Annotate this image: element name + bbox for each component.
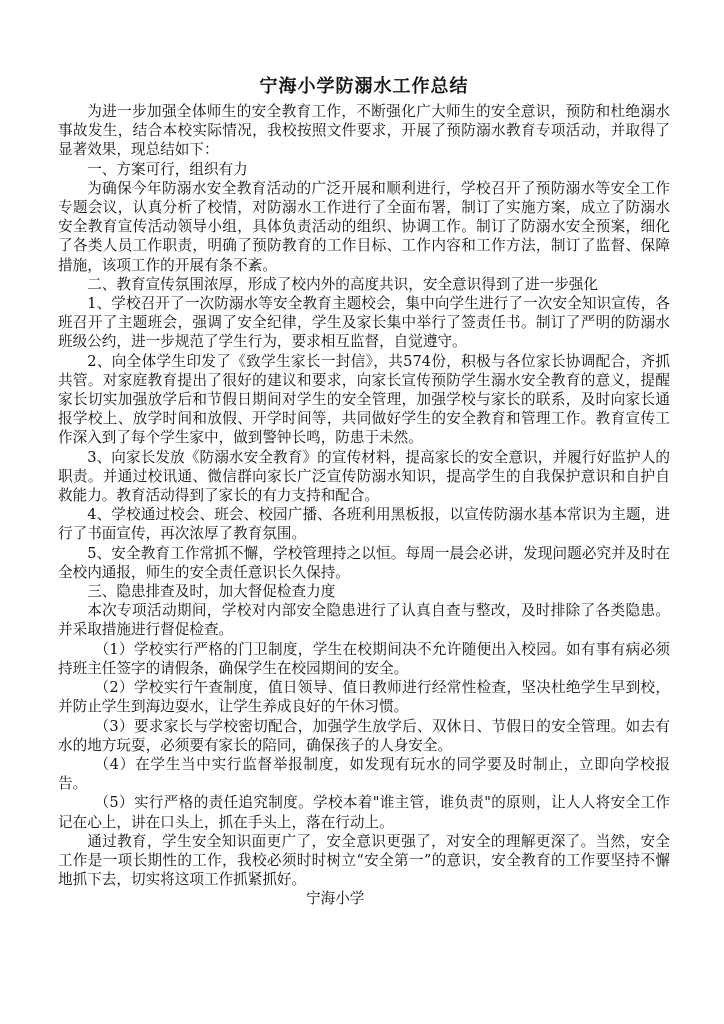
signature: 宁海小学 bbox=[306, 890, 365, 908]
section-heading-2: 二、教育宣传氛围浓厚，形成了校内外的高度共识，安全意识得到了进一步强化 bbox=[87, 275, 598, 293]
document-title: 宁海小学防溺水工作总结 bbox=[259, 76, 469, 97]
section-heading-1: 一、方案可行，组织有力 bbox=[87, 160, 248, 178]
section-1-paragraph: 为确保今年防溺水安全教育活动的广泛开展和顺利进行，学校召开了预防溺水等安全工作专题会议，认真分析了校情，对防溺水工作进行了全面布署，制订了实施方案，成立了防溺水安全教育宣传活动领导小组，具体负责活动的组织、协调工作。制订了防溺水安全预案，细化了各类人员工作职责，明确了预防教育的工作目标、工作内容和工作方法，制订了监督、保障措施，该项工作的开展有条不紊。 bbox=[58, 179, 670, 274]
section-2-item-5: 5、安全教育工作常抓不懈，学校管理持之以恒。每周一晨会必讲，发现问题必究并及时在全校内通报，师生的安全责任意识长久保持。 bbox=[58, 544, 670, 581]
section-2-item-4: 4、学校通过校会、班会、校园广播、各班利用黑板报，以宣传防溺水基本常识为主题，进行了书面宣传，再次浓厚了教育氛围。 bbox=[58, 506, 670, 543]
section-heading-3: 三、隐患排查及时，加大督促检查力度 bbox=[87, 583, 336, 601]
section-3-item-3: （3）要求家长与学校密切配合，加强学生放学后、双休日、节假日的安全管理。如去有水的地方玩耍，必须要有家长的陪同，确保孩子的人身安全。 bbox=[58, 717, 670, 754]
section-3-item-2: （2）学校实行午查制度，值日领导、值日教师进行经常性检查，坚决杜绝学生早到校，并防止学生到海边耍水，让学生养成良好的午休习惯。 bbox=[58, 679, 670, 716]
conclusion-paragraph: 通过教育，学生安全知识面更广了，安全意识更强了，对安全的理解更深了。当然，安全工作是一项长期性的工作，我校必须时时树立“安全第一”的意识，安全教育的工作要坚持不懈地抓下去，切实将这项工作抓紧抓好。 bbox=[58, 832, 670, 889]
section-3-paragraph: 本次专项活动期间，学校对内部安全隐患进行了认真自查与整改，及时排除了各类隐患。并采取措施进行督促检查。 bbox=[58, 602, 670, 639]
section-2-item-2: 2、向全体学生印发了《致学生家长一封信》，共574份，积极与各位家长协调配合，齐抓共管。对家庭教育提出了很好的建议和要求，向家长宣传预防学生溺水安全教育的意义，提醒家长切实加强放学后和节假日期间对学生的安全管理，加强学校与家长的联系，及时向家长通报学校上、放学时间和放假、开学时间等，共同做好学生的安全教育和管理工作。教育宣传工作深入到了每个学生家中，做到警钟长鸣，防患于未然。 bbox=[58, 352, 670, 447]
document-page bbox=[58, 74, 670, 909]
section-3-item-1: （1）学校实行严格的门卫制度，学生在校期间决不允许随便出入校园。如有事有病必须持班主任签字的请假条，确保学生在校园期间的安全。 bbox=[58, 640, 670, 677]
section-3-item-5: （5）实行严格的责任追究制度。学校本着"谁主管，谁负责"的原则，让人人将安全工作记在心上，讲在口头上，抓在手头上，落在行动上。 bbox=[58, 794, 670, 831]
intro-paragraph: 为进一步加强全体师生的安全教育工作，不断强化广大师生的安全意识，预防和杜绝溺水事故发生，结合本校实际情况，我校按照文件要求，开展了预防溺水教育专项活动，并取得了显著效果，现总结如下： bbox=[58, 103, 670, 159]
section-2-item-3: 3、向家长发放《防溺水安全教育》的宣传材料，提高家长的安全意识，并履行好监护人的职责。并通过校讯通、微信群向家长广泛宣传防溺水知识，提高学生的自我保护意识和自护自救能力。教育活动得到了家长的有力支持和配合。 bbox=[58, 448, 670, 505]
section-3-item-4: （4）在学生当中实行监督举报制度，如发现有玩水的同学要及时制止，立即向学校报告。 bbox=[58, 755, 670, 793]
section-2-item-1: 1、学校召开了一次防溺水等安全教育主题校会，集中向学生进行了一次安全知识宣传，各班召开了主题班会，强调了安全纪律，学生及家长集中举行了签责任书。制订了严明的防溺水班级公约，进一步规范了学生行为，要求相互监督，自觉遵守。 bbox=[58, 295, 670, 351]
